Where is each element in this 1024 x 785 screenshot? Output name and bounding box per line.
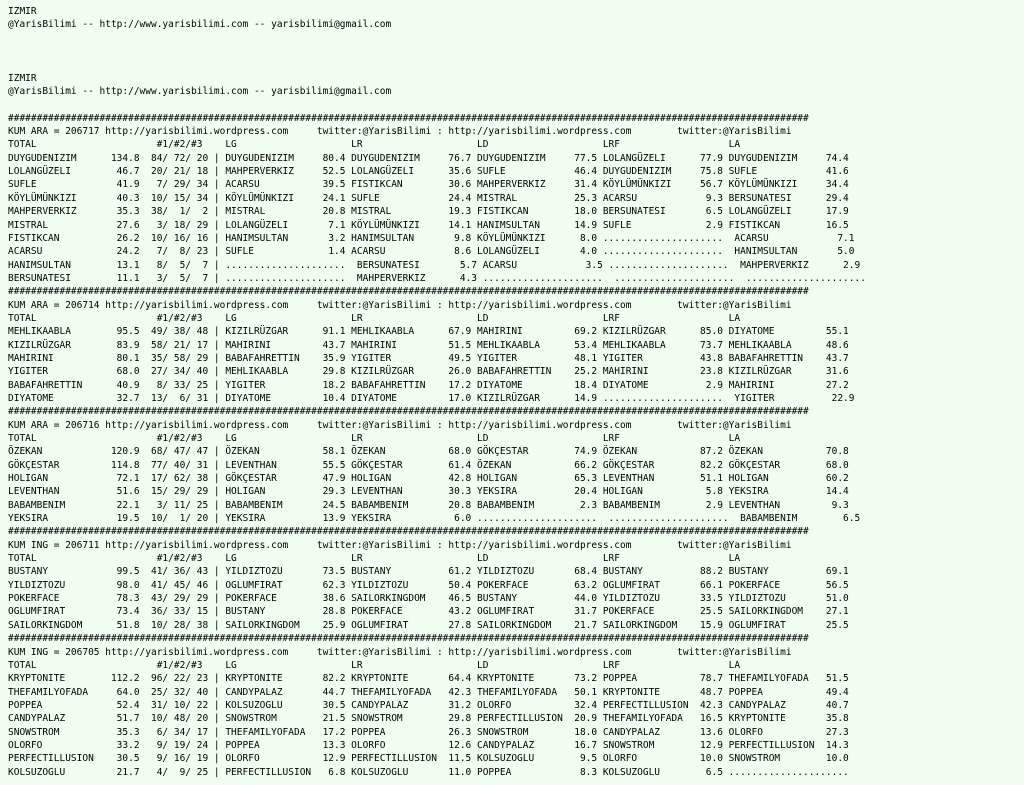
horse-row: HOLIGAN 72.1 17/ 62/ 38 | GÖKÇESTAR 47.9 HOLIGAN 42.8 HOLIGAN 65.3 LEVENTHAN 51.1 HOLIGAN 60.2 [8, 473, 849, 485]
horse-row: MAHIRINI 80.1 35/ 58/ 29 | BABAFAHRETTIN 35.9 YIGITER 49.5 YIGITER 48.1 YIGITER 43.8 BABAFAHRETTIN 43.7 [8, 352, 849, 364]
blank-line [8, 98, 1024, 111]
horse-row: KRYPTONITE 112.2 96/ 22/ 23 | KRYPTONITE 82.2 KRYPTONITE 64.4 KRYPTONITE 73.2 POPPEA 78.7 THEFAMILYOFADA 51.5 [8, 673, 849, 685]
horse-row: PERFECTILLUSION 30.5 9/ 16/ 19 | OLORFO 12.9 PERFECTILLUSION 11.5 KOLSUZOGLU 9.5 OLORFO 10.0 SNOWSTROM 10.0 [8, 753, 849, 765]
horse-row: BABAMBENIM 22.1 3/ 11/ 25 | BABAMBENIM 24.5 BABAMBENIM 20.8 BABAMBENIM 2.3 BABAMBENIM 2.9 LEVENTHAN 9.3 [8, 499, 849, 511]
horse-row: YILDIZTOZU 98.0 41/ 45/ 46 | OGLUMFIRAT 62.3 YILDIZTOZU 50.4 POKERFACE 63.2 OGLUMFIRAT 66.1 POKERFACE 56.5 [8, 579, 849, 591]
horse-row: LOLANGÜZELI 46.7 20/ 21/ 18 | MAHPERVERKIZ 52.5 LOLANGÜZELI 35.6 SUFLE 46.4 DUYGUDENIZIM 75.8 SUFLE 41.6 [8, 166, 849, 178]
horse-row: BABAFAHRETTIN 40.9 8/ 33/ 25 | YIGITER 18.2 BABAFAHRETTIN 17.2 DIYATOME 18.4 DIYATOME 2.9 MAHIRINI 27.2 [8, 379, 849, 391]
horse-row: BUSTANY 99.5 41/ 36/ 43 | YILDIZTOZU 73.5 BUSTANY 61.2 YILDIZTOZU 68.4 BUSTANY 88.2 BUSTANY 69.1 [8, 566, 849, 578]
horse-row: BERSUNATESI 11.1 3/ 5/ 7 | ..................... MAHPERVERKIZ 4.3 ..................... ..................... ..................... [8, 272, 866, 284]
column-header-line: TOTAL #1/#2/#3 LG LR LD LRF LA [8, 433, 741, 444]
section-divider: ############################################################################################################################################ [8, 406, 809, 418]
city-title: IZMIR [8, 6, 37, 17]
horse-row: ACARSU 24.2 7/ 8/ 23 | SUFLE 1.4 ACARSU 8.6 LOLANGÜZELI 4.0 ..................... HANIMSULTAN 5.0 [8, 246, 855, 258]
horse-row: GÖKÇESTAR 114.8 77/ 40/ 31 | LEVENTHAN 55.5 GÖKÇESTAR 61.4 ÖZEKAN 66.2 GÖKÇESTAR 82.2 GÖKÇESTAR 68.0 [8, 459, 849, 471]
race-header-line: KUM ING = 206711 http://yarisbilimi.wordpress.com twitter:@YarisBilimi : http://yarisbilimi.wordpress.com twitter:@YarisBilimi [8, 539, 792, 551]
horse-row: OLORFO 33.2 9/ 19/ 24 | POPPEA 13.3 OLORFO 12.6 CANDYPALAZ 16.7 SNOWSTROM 12.9 PERFECTILLUSION 14.3 [8, 739, 849, 751]
horse-row: KÖYLÜMÜNKIZI 40.3 10/ 15/ 34 | KÖYLÜMÜNKIZI 24.1 SUFLE 24.4 MISTRAL 25.3 ACARSU 9.3 BERSUNATESI 29.4 [8, 192, 849, 204]
horse-row: HANIMSULTAN 13.1 8/ 5/ 7 | ..................... BERSUNATESI 5.7 ACARSU 3.5 ..................... MAHPERVERKIZ 2.9 [8, 259, 861, 271]
blank-line [8, 45, 1024, 58]
horse-row: POPPEA 52.4 31/ 10/ 22 | KOLSUZOGLU 30.5 CANDYPALAZ 31.2 OLORFO 32.4 PERFECTILLUSION 42.3 CANDYPALAZ 40.7 [8, 699, 849, 711]
race-header-line: KUM ARA = 206714 http://yarisbilimi.wordpress.com twitter:@YarisBilimi : http://yarisbilimi.wordpress.com twitter:@YarisBilimi [8, 299, 792, 311]
horse-row: FISTIKCAN 26.2 10/ 16/ 16 | HANIMSULTAN 3.2 HANIMSULTAN 9.8 KÖYLÜMÜNKIZI 8.0 ..................... ACARSU 7.1 [8, 232, 855, 244]
horse-row: LEVENTHAN 51.6 15/ 29/ 29 | HOLIGAN 29.3 LEVENTHAN 30.3 YEKSIRA 20.4 HOLIGAN 5.8 YEKSIRA 14.4 [8, 486, 849, 498]
section-divider: ############################################################################################################################################ [8, 526, 809, 538]
column-header-line: TOTAL #1/#2/#3 LG LR LD LRF LA [8, 139, 741, 151]
horse-row: MISTRAL 27.6 3/ 18/ 29 | LOLANGÜZELI 7.1 KÖYLÜMÜNKIZI 14.1 HANIMSULTAN 14.9 SUFLE 2.9 FISTIKCAN 16.5 [8, 219, 849, 231]
horse-row: ÖZEKAN 120.9 68/ 47/ 47 | ÖZEKAN 58.1 ÖZEKAN 68.0 GÖKÇESTAR 74.9 ÖZEKAN 87.2 ÖZEKAN 70.8 [8, 446, 849, 458]
column-header-line: TOTAL #1/#2/#3 LG LR LD LRF LA [8, 553, 741, 565]
column-header-line: TOTAL #1/#2/#3 LG LR LD LRF LA [8, 312, 741, 324]
blank-line [8, 58, 1024, 71]
horse-row: CANDYPALAZ 51.7 10/ 48/ 20 | SNOWSTROM 21.5 SNOWSTROM 29.8 PERFECTILLUSION 20.9 THEFAMILYOFADA 16.5 KRYPTONITE 35.8 [8, 713, 849, 725]
horse-row: DUYGUDENIZIM 134.8 84/ 72/ 20 | DUYGUDENIZIM 80.4 DUYGUDENIZIM 76.7 DUYGUDENIZIM 77.5 LOLANGÜZELI 77.9 DUYGUDENIZIM 74.4 [8, 152, 849, 164]
horse-row: KOLSUZOGLU 21.7 4/ 9/ 25 | PERFECTILLUSION 6.8 KOLSUZOGLU 11.0 POPPEA 8.3 KOLSUZOGLU 6.5 ..................... [8, 766, 849, 778]
section-divider: ############################################################################################################################################ [8, 112, 809, 124]
horse-row: DIYATOME 32.7 13/ 6/ 31 | DIYATOME 10.4 DIYATOME 17.0 KIZILRÜZGAR 14.9 ..................... YIGITER 22.9 [8, 392, 855, 404]
contact-line: @YarisBilimi -- http://www.yarisbilimi.com -- yarisbilimi@gmail.com [8, 86, 392, 98]
column-header-line: TOTAL #1/#2/#3 LG LR LD LRF LA [8, 659, 741, 671]
horse-row: THEFAMILYOFADA 64.0 25/ 32/ 40 | CANDYPALAZ 44.7 THEFAMILYOFADA 42.3 THEFAMILYOFADA 50.1 KRYPTONITE 48.7 POPPEA 49.4 [8, 686, 849, 698]
city-title: IZMIR [8, 72, 37, 84]
race-header-line: KUM ING = 206705 http://yarisbilimi.wordpress.com twitter:@YarisBilimi : http://yarisbilimi.wordpress.com twitter:@YarisBilimi [8, 646, 792, 658]
horse-row: KIZILRÜZGAR 83.9 58/ 21/ 17 | MAHIRINI 43.7 MAHIRINI 51.5 MEHLIKAABLA 53.4 MEHLIKAABLA 73.7 MEHLIKAABLA 48.6 [8, 339, 849, 351]
section-divider: ############################################################################################################################################ [8, 286, 809, 298]
section-divider: ############################################################################################################################################ [8, 633, 809, 645]
horse-row: MEHLIKAABLA 95.5 49/ 38/ 48 | KIZILRÜZGAR 91.1 MEHLIKAABLA 67.9 MAHIRINI 69.2 KIZILRÜZGAR 85.0 DIYATOME 55.1 [8, 326, 849, 338]
contact-line: @YarisBilimi -- http://www.yarisbilimi.com -- yarisbilimi@gmail.com [8, 19, 392, 31]
horse-row: POKERFACE 78.3 43/ 29/ 29 | POKERFACE 38.6 SAILORKINGDOM 46.5 BUSTANY 44.0 YILDIZTOZU 33.5 YILDIZTOZU 51.0 [8, 593, 849, 605]
horse-row: SNOWSTROM 35.3 6/ 34/ 17 | THEFAMILYOFADA 17.2 POPPEA 26.3 SNOWSTROM 18.0 CANDYPALAZ 13.6 OLORFO 27.3 [8, 726, 849, 738]
horse-row: YEKSIRA 19.5 10/ 1/ 20 | YEKSIRA 13.9 YEKSIRA 6.0 ..................... ..................... BABAMBENIM 6.5 [8, 513, 861, 525]
blank-line [8, 32, 1024, 45]
race-header-line: KUM ARA = 206716 http://yarisbilimi.wordpress.com twitter:@YarisBilimi : http://yarisbilimi.wordpress.com twitter:@YarisBilimi [8, 419, 792, 431]
horse-row: OGLUMFIRAT 73.4 36/ 33/ 15 | BUSTANY 28.8 POKERFACE 43.2 OGLUMFIRAT 31.7 POKERFACE 25.5 SAILORKINGDOM 27.1 [8, 606, 849, 618]
horse-row: YIGITER 68.0 27/ 34/ 40 | MEHLIKAABLA 29.8 KIZILRÜZGAR 26.0 BABAFAHRETTIN 25.2 MAHIRINI 23.8 KIZILRÜZGAR 31.6 [8, 366, 849, 378]
race-header-line: KUM ARA = 206717 http://yarisbilimi.wordpress.com twitter:@YarisBilimi : http://yarisbilimi.wordpress.com twitter:@YarisBilimi [8, 126, 792, 138]
horse-row: SAILORKINGDOM 51.8 10/ 28/ 38 | SAILORKINGDOM 25.9 OGLUMFIRAT 27.8 SAILORKINGDOM 21.7 SAILORKINGDOM 15.9 OGLUMFIRAT 25.5 [8, 619, 849, 631]
horse-row: MAHPERVERKIZ 35.3 38/ 1/ 2 | MISTRAL 20.8 MISTRAL 19.3 FISTIKCAN 18.0 BERSUNATESI 6.5 LOLANGÜZELI 17.9 [8, 206, 849, 218]
horse-row: SUFLE 41.9 7/ 29/ 34 | ACARSU 39.5 FISTIKCAN 30.6 MAHPERVERKIZ 31.4 KÖYLÜMÜNKIZI 56.7 KÖYLÜMÜNKIZI 34.4 [8, 179, 849, 191]
